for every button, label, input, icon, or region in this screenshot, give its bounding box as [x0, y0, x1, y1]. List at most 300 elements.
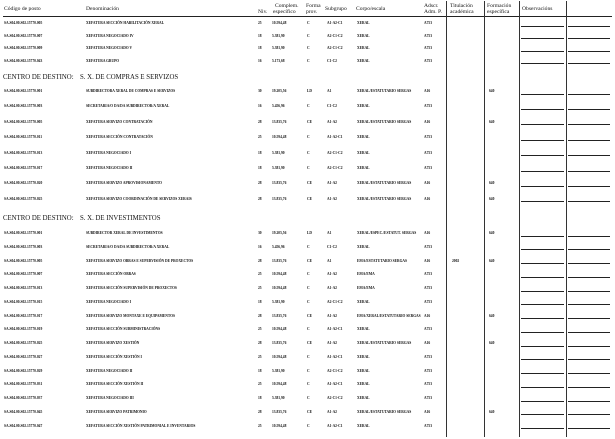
cell-forma: C: [307, 135, 310, 140]
cell-niv: 25: [258, 354, 262, 359]
cell-subgrupo: A1-A2: [327, 119, 337, 124]
cell-complem: 5.381,90: [272, 46, 285, 51]
cell-adscr: A753: [424, 166, 432, 170]
cell-niv: 28: [258, 313, 262, 318]
cell-adscr: A753: [424, 272, 432, 277]
header-forma-top: Forma: [306, 3, 321, 9]
cell-underline: [568, 26, 610, 27]
cell-codigo: SA.S04.00.S02.15770.043: [4, 58, 43, 63]
cell-underline: [521, 171, 564, 172]
cell-forma: CE: [307, 409, 312, 414]
cell-underline: [521, 346, 564, 347]
cell-denominacion: XEFATURA NEGOCIADO II: [86, 166, 133, 170]
cell-underline: [568, 373, 610, 374]
cell-denominacion: XEFATURA SECCIÓN HABILITACIÓN XERAL: [86, 21, 164, 25]
cell-niv: 28: [258, 119, 262, 124]
cell-forma: C: [307, 423, 310, 428]
cell-formacion: 640: [489, 89, 495, 93]
cell-denominacion: XEFATURA GRUPO: [86, 58, 120, 63]
cell-adscr: A753: [424, 104, 432, 109]
cell-corpo: XERAL: [357, 382, 370, 387]
cell-corpo: XERAL: [357, 244, 370, 249]
cell-subgrupo: A1-A2: [327, 313, 337, 318]
cell-corpo: XERAL/ESTATUTARIO SERGAS: [357, 341, 412, 345]
cell-codigo: SA.S04.00.S02.15770.009: [4, 46, 43, 51]
cell-codigo: SA.S04.00.S02.15770.017: [4, 166, 43, 170]
header-observacions: Observacións: [522, 6, 553, 12]
cell-denominacion: XEFATURA SECCIÓN XESTIÓN I: [86, 354, 142, 359]
cell-codigo: SA.S04.00.S02.15770.045: [4, 409, 43, 414]
cell-codigo: SA.S04.00.S02.15770.007: [4, 33, 43, 38]
cell-codigo: SA.S04.00.S02.15770.001: [4, 89, 43, 93]
cell-forma: CE: [307, 119, 312, 124]
cell-codigo: SA.S04.00.S02.15770.007: [4, 272, 43, 277]
cell-denominacion: XEFATURA SECCIÓN SUPERVISIÓN DE PROXECTOS: [86, 286, 177, 290]
cell-denominacion: SECRETARIA/O DA/DA SUBDIRECTOR/A XERAL: [86, 104, 170, 109]
cell-denominacion: XEFATURA SECCIÓN XESTIÓN II: [86, 382, 144, 387]
cell-codigo: SA.S04.00.S02.15770.027: [4, 354, 43, 359]
column-separator: [484, 1, 485, 437]
cell-forma: C: [307, 21, 310, 25]
cell-codigo: SA.S04.00.S02.15770.001: [4, 231, 43, 235]
cell-underline: [521, 124, 564, 125]
cell-forma: C: [307, 327, 310, 332]
cell-niv: 25: [258, 423, 262, 428]
cell-corpo: XERAL: [357, 396, 370, 400]
cell-subgrupo: C1-C2: [327, 104, 337, 109]
header-divider: [3, 16, 612, 17]
cell-corpo: XERAL: [357, 135, 370, 140]
cell-codigo: SA.S04.00.S02.15770.019: [4, 327, 43, 332]
cell-underline: [521, 263, 564, 264]
cell-underline: [521, 318, 564, 319]
cell-corpo: XERAL: [357, 21, 370, 25]
cell-corpo: XERAL/ESTATUTARIO SERGAS: [357, 181, 412, 186]
cell-underline: [568, 387, 610, 388]
cell-complem: 10.594,48: [272, 423, 287, 428]
cell-underline: [568, 63, 610, 64]
cell-subgrupo: A2-C1-C2: [327, 46, 343, 51]
header-complem-bottom: específico: [273, 9, 296, 15]
cell-codigo: SA.S04.00.S02.15770.003: [4, 244, 43, 249]
cell-niv: 25: [258, 327, 262, 332]
cell-denominacion: XEFATURA NEGOCIADO II: [86, 368, 133, 373]
header-codigo: Código de posto: [4, 6, 41, 12]
cell-denominacion: XEFATURA NEGOCIADO I: [86, 150, 131, 155]
cell-forma: C: [307, 244, 310, 249]
cell-corpo: XERAL/ESTATUTARIO SERGAS: [357, 89, 412, 93]
cell-forma: LD: [307, 231, 312, 235]
cell-denominacion: SECRETARIA/O DA/DA SUBDIRECTOR/A XERAL: [86, 244, 170, 249]
cell-underline: [521, 359, 564, 360]
cell-corpo: XERAL: [357, 423, 370, 428]
cell-underline: [521, 109, 564, 110]
cell-corpo: EMA/EMA: [357, 272, 375, 277]
cell-adscr: A753: [424, 46, 432, 51]
cell-denominacion: XEFATURA SERVIZO OBRAS E SUPERVISIÓN DE PROXECTOS: [86, 258, 194, 263]
header-subgrupo: Subgrupo: [325, 6, 347, 12]
cell-formacion: 640: [489, 196, 495, 201]
cell-underline: [568, 201, 610, 202]
cell-niv: 18: [258, 299, 262, 304]
cell-denominacion: XEFATURA SERVIZO PATRIMONIO: [86, 409, 147, 414]
cell-underline: [521, 401, 564, 402]
cell-subgrupo: A1-A2: [327, 341, 337, 345]
header-titulacion-top: Titulación: [450, 3, 473, 9]
cell-complem: 13.835,76: [272, 196, 287, 201]
cell-adscr: A753: [424, 150, 432, 155]
cell-underline: [521, 291, 564, 292]
cell-niv: 18: [258, 166, 262, 170]
cell-complem: 13.835,76: [272, 119, 287, 124]
cell-adscr: A16: [424, 258, 431, 263]
cell-adscr: A753: [424, 299, 432, 304]
cell-complem: 10.594,48: [272, 327, 287, 332]
cell-codigo: SA.S04.00.S02.15770.005: [4, 119, 43, 124]
cell-formacion: 640: [489, 181, 495, 186]
cell-denominacion: XEFATURA SERVIZO COORDINACIÓN DE SERVIZOS XERAIS: [86, 196, 192, 201]
cell-codigo: SA.S04.00.S02.15770.020: [4, 181, 43, 186]
cell-adscr: A16: [424, 341, 431, 345]
cell-complem: 19.205,56: [272, 231, 287, 235]
cell-underline: [568, 94, 610, 95]
cell-underline: [521, 26, 564, 27]
cell-denominacion: XEFATURA NEGOCIADO IV: [86, 33, 134, 38]
cell-underline: [521, 236, 564, 237]
cell-formacion: 640: [489, 313, 495, 318]
header-adscr-top: Adscr.: [424, 3, 439, 9]
cell-niv: 30: [258, 231, 262, 235]
column-separator: [566, 1, 567, 437]
cell-underline: [568, 51, 610, 52]
cell-complem: 5.456,96: [272, 244, 285, 249]
header-titulacion-bottom: académica: [450, 9, 474, 15]
cell-forma: CE: [307, 181, 312, 186]
cell-codigo: SA.S04.00.S02.15770.037: [4, 396, 43, 400]
cell-subgrupo: A1-A2-C1: [327, 382, 343, 387]
cell-corpo: XERAL: [357, 327, 370, 332]
cell-adscr: A753: [424, 21, 432, 25]
cell-underline: [521, 63, 564, 64]
cell-underline: [521, 414, 564, 415]
cell-subgrupo: A1-A2-C1: [327, 135, 343, 140]
cell-codigo: SA.S04.00.S02.15770.011: [4, 135, 43, 140]
cell-adscr: A16: [424, 89, 431, 93]
cell-subgrupo: A1-A2: [327, 196, 337, 201]
cell-forma: C: [307, 46, 310, 51]
cell-adscr: A16: [424, 231, 431, 235]
cell-formacion: 640: [489, 341, 495, 345]
cell-complem: 19.205,56: [272, 89, 287, 93]
cell-underline: [568, 249, 610, 250]
cell-corpo: XERAL/ESTATUTARIO SERGAS: [357, 196, 412, 201]
cell-niv: 28: [258, 409, 262, 414]
cell-subgrupo: A1: [327, 231, 332, 235]
cell-complem: 5.381,90: [272, 150, 285, 155]
cell-underline: [568, 277, 610, 278]
cell-underline: [521, 332, 564, 333]
cell-adscr: A753: [424, 423, 432, 428]
cell-niv: 18: [258, 46, 262, 51]
cell-subgrupo: A1-A2-C1: [327, 21, 343, 25]
section-label: CENTRO DE DESTINO:: [3, 215, 74, 222]
header-denominacion: Denominación: [86, 6, 119, 12]
cell-complem: 5.381,90: [272, 166, 285, 170]
cell-forma: CE: [307, 258, 312, 263]
cell-underline: [568, 318, 610, 319]
cell-complem: 10.594,48: [272, 382, 287, 387]
section-name: S. X. DE COMPRAS E SERVIZOS: [80, 74, 179, 81]
cell-codigo: SA.S04.00.S02.15770.029: [4, 368, 43, 373]
cell-forma: C: [307, 272, 310, 277]
cell-underline: [521, 140, 564, 141]
cell-complem: 5.381,90: [272, 33, 285, 38]
cell-complem: 5.381,90: [272, 299, 285, 304]
cell-forma: C: [307, 299, 310, 304]
cell-niv: 18: [258, 150, 262, 155]
section-name: S. X. DE INVESTIMENTOS: [80, 215, 161, 222]
cell-subgrupo: A1-A2-C1: [327, 354, 343, 359]
cell-complem: 13.835,76: [272, 409, 287, 414]
cell-subgrupo: A2-C1-C2: [327, 396, 343, 400]
cell-corpo: EMA/XERAL/ESTATUTARIO SERGAS: [357, 313, 421, 318]
cell-codigo: SA.S04.00.S02.15770.047: [4, 423, 43, 428]
cell-titulacion: 2002: [452, 258, 460, 263]
cell-forma: CE: [307, 341, 312, 345]
cell-corpo: XERAL/ESPEC./ESTATUT. SERGAS: [357, 231, 417, 235]
cell-forma: CE: [307, 196, 312, 201]
cell-codigo: SA.S04.00.S02.15770.017: [4, 313, 43, 318]
cell-denominacion: SUBDIRECTORA XERAL DE COMPRAS E SERVIZOS: [86, 89, 176, 93]
cell-subgrupo: A1-A2: [327, 286, 337, 290]
cell-underline: [521, 94, 564, 95]
cell-niv: 25: [258, 286, 262, 290]
cell-complem: 10.594,48: [272, 21, 287, 25]
cell-denominacion: XEFATURA SECCIÓN SUBMINISTRACIÓNS: [86, 327, 161, 332]
cell-corpo: XERAL: [357, 299, 370, 304]
cell-corpo: XERAL: [357, 166, 370, 170]
cell-forma: C: [307, 33, 310, 38]
cell-underline: [568, 401, 610, 402]
cell-denominacion: XEFATURA NEGOCIADO V: [86, 46, 133, 51]
cell-underline: [521, 304, 564, 305]
cell-underline: [568, 291, 610, 292]
section-heading-compras: [3, 74, 179, 81]
cell-denominacion: XEFATURA SERVIZO APROVISIONAMENTO: [86, 181, 162, 186]
section-heading-investimentos: [3, 215, 161, 222]
cell-adscr: A16: [424, 119, 431, 124]
cell-niv: 18: [258, 33, 262, 38]
cell-adscr: A753: [424, 327, 432, 332]
cell-denominacion: SUBDIRECTOR XERAL DE INVESTIMENTOS: [86, 231, 163, 235]
cell-forma: C: [307, 368, 310, 373]
cell-forma: C: [307, 166, 310, 170]
cell-denominacion: XEFATURA SERVIZO MONTAXE E EQUIPAMENTOS: [86, 313, 175, 318]
header-complem-top: Complem.: [275, 3, 299, 9]
cell-forma: CE: [307, 313, 312, 318]
cell-underline: [521, 387, 564, 388]
cell-subgrupo: C1-C2: [327, 58, 337, 63]
cell-adscr: A753: [424, 135, 432, 140]
cell-underline: [568, 263, 610, 264]
cell-underline: [568, 332, 610, 333]
cell-underline: [568, 359, 610, 360]
cell-corpo: EMA/EMA: [357, 286, 375, 290]
cell-complem: 13.835,76: [272, 341, 287, 345]
cell-niv: 18: [258, 368, 262, 373]
cell-underline: [521, 428, 564, 429]
cell-codigo: SA.S04.00.S02.15770.013: [4, 286, 43, 290]
cell-denominacion: XEFATURA SECCIÓN CONTRATACIÓN: [86, 135, 153, 140]
cell-adscr: A16: [424, 313, 431, 318]
cell-underline: [568, 346, 610, 347]
cell-corpo: XERAL: [357, 58, 370, 63]
cell-subgrupo: A1: [327, 89, 332, 93]
cell-corpo: XERAL: [357, 104, 370, 109]
cell-denominacion: XEFATURA SECCIÓN XESTIÓN PATRIMONIAL E INVENTARIOS: [86, 423, 196, 428]
cell-adscr: A753: [424, 33, 432, 38]
cell-subgrupo: A1-A2-C1: [327, 327, 343, 332]
cell-niv: 25: [258, 272, 262, 277]
cell-denominacion: XEFATURA NEGOCIADO III: [86, 396, 134, 400]
cell-corpo: XERAL: [357, 150, 370, 155]
cell-underline: [568, 155, 610, 156]
cell-complem: 5.381,90: [272, 368, 285, 373]
cell-codigo: SA.S04.00.S02.15770.005: [4, 21, 43, 25]
cell-niv: 18: [258, 396, 262, 400]
cell-complem: 5.456,96: [272, 104, 285, 109]
cell-niv: 28: [258, 181, 262, 186]
cell-forma: C: [307, 150, 310, 155]
cell-underline: [521, 38, 564, 39]
cell-subgrupo: A1: [327, 258, 332, 263]
cell-codigo: SA.S04.00.S02.15770.003: [4, 104, 43, 109]
cell-underline: [521, 201, 564, 202]
cell-codigo: SA.S04.00.S02.15770.005: [4, 258, 43, 263]
cell-corpo: XERAL: [357, 46, 370, 51]
cell-formacion: 640: [489, 258, 495, 263]
cell-subgrupo: A1-A2: [327, 272, 337, 277]
cell-underline: [521, 373, 564, 374]
header-corpo: Corpo/escala: [356, 6, 386, 12]
cell-subgrupo: A1-A2: [327, 409, 337, 414]
cell-underline: [568, 124, 610, 125]
cell-underline: [568, 140, 610, 141]
header-formacion-bottom: específica: [487, 9, 510, 15]
cell-complem: 5.173,68: [272, 58, 285, 63]
cell-subgrupo: A2-C1-C2: [327, 166, 343, 170]
cell-niv: 16: [258, 244, 262, 249]
section-label: CENTRO DE DESTINO:: [3, 74, 74, 81]
header-forma-bottom: prov.: [306, 9, 318, 15]
cell-forma: C: [307, 354, 310, 359]
cell-niv: 16: [258, 104, 262, 109]
cell-corpo: XERAL: [357, 33, 370, 38]
cell-codigo: SA.S04.00.S02.15770.013: [4, 150, 43, 155]
cell-adscr: A753: [424, 382, 432, 387]
cell-complem: 10.594,48: [272, 135, 287, 140]
cell-forma: C: [307, 58, 310, 63]
cell-underline: [568, 109, 610, 110]
cell-denominacion: XEFATURA SERVIZO XESTIÓN: [86, 341, 140, 345]
cell-niv: 30: [258, 89, 262, 93]
cell-complem: 10.594,48: [272, 354, 287, 359]
cell-underline: [521, 155, 564, 156]
cell-corpo: XERAL: [357, 354, 370, 359]
cell-denominacion: XEFATURA NEGOCIADO I: [86, 299, 131, 304]
cell-underline: [568, 38, 610, 39]
cell-denominacion: XEFATURA SECCIÓN OBRAS: [86, 272, 136, 277]
cell-adscr: A16: [424, 409, 431, 414]
cell-forma: C: [307, 286, 310, 290]
cell-complem: 10.594,48: [272, 286, 287, 290]
cell-corpo: XERAL/ESTATUTARIO SERGAS: [357, 119, 412, 124]
cell-codigo: SA.S04.00.S02.15770.025: [4, 341, 43, 345]
cell-niv: 28: [258, 341, 262, 345]
cell-adscr: A753: [424, 244, 432, 249]
header-niv: Niv.: [258, 9, 268, 15]
cell-complem: 13.835,76: [272, 258, 287, 263]
cell-subgrupo: A1-A2: [327, 181, 337, 186]
cell-niv: 28: [258, 196, 262, 201]
cell-underline: [521, 249, 564, 250]
cell-niv: 16: [258, 58, 262, 63]
cell-complem: 13.835,76: [272, 181, 287, 186]
cell-formacion: 640: [489, 119, 495, 124]
cell-underline: [521, 277, 564, 278]
cell-underline: [568, 304, 610, 305]
cell-subgrupo: A2-C1-C2: [327, 33, 343, 38]
cell-subgrupo: A2-C1-C2: [327, 299, 343, 304]
column-separator: [446, 1, 447, 437]
cell-corpo: EMA/ESTATUTARIO SERGAS: [357, 258, 408, 263]
cell-subgrupo: A2-C1-C2: [327, 368, 343, 373]
cell-codigo: SA.S04.00.S02.15770.031: [4, 382, 43, 387]
cell-subgrupo: A1-A2-C1: [327, 423, 343, 428]
cell-niv: 28: [258, 258, 262, 263]
cell-niv: 25: [258, 382, 262, 387]
cell-underline: [568, 236, 610, 237]
cell-formacion: 640: [489, 409, 495, 414]
cell-underline: [568, 186, 610, 187]
cell-adscr: A753: [424, 58, 432, 63]
cell-corpo: XERAL/ESTATUTARIO SERGAS: [357, 409, 412, 414]
cell-formacion: 640: [489, 231, 495, 235]
cell-adscr: A753: [424, 286, 432, 290]
cell-complem: 13.835,76: [272, 313, 287, 318]
cell-subgrupo: A2-C1-C2: [327, 150, 343, 155]
cell-adscr: A16: [424, 181, 431, 186]
cell-adscr: A16: [424, 196, 431, 201]
cell-underline: [521, 51, 564, 52]
cell-underline: [568, 428, 610, 429]
cell-forma: C: [307, 396, 310, 400]
cell-complem: 5.381,90: [272, 396, 285, 400]
cell-adscr: A753: [424, 354, 432, 359]
cell-underline: [521, 186, 564, 187]
cell-codigo: SA.S04.00.S02.15770.015: [4, 299, 43, 304]
cell-forma: C: [307, 382, 310, 387]
cell-complem: 10.594,48: [272, 272, 287, 277]
cell-adscr: A753: [424, 396, 432, 400]
cell-codigo: SA.S04.00.S02.15770.025: [4, 196, 43, 201]
cell-niv: 25: [258, 135, 262, 140]
cell-forma: LD: [307, 89, 312, 93]
cell-corpo: XERAL: [357, 368, 370, 373]
cell-underline: [568, 171, 610, 172]
cell-denominacion: XEFATURA SERVIZO CONTRATACIÓN: [86, 119, 153, 124]
column-separator: [519, 1, 520, 437]
